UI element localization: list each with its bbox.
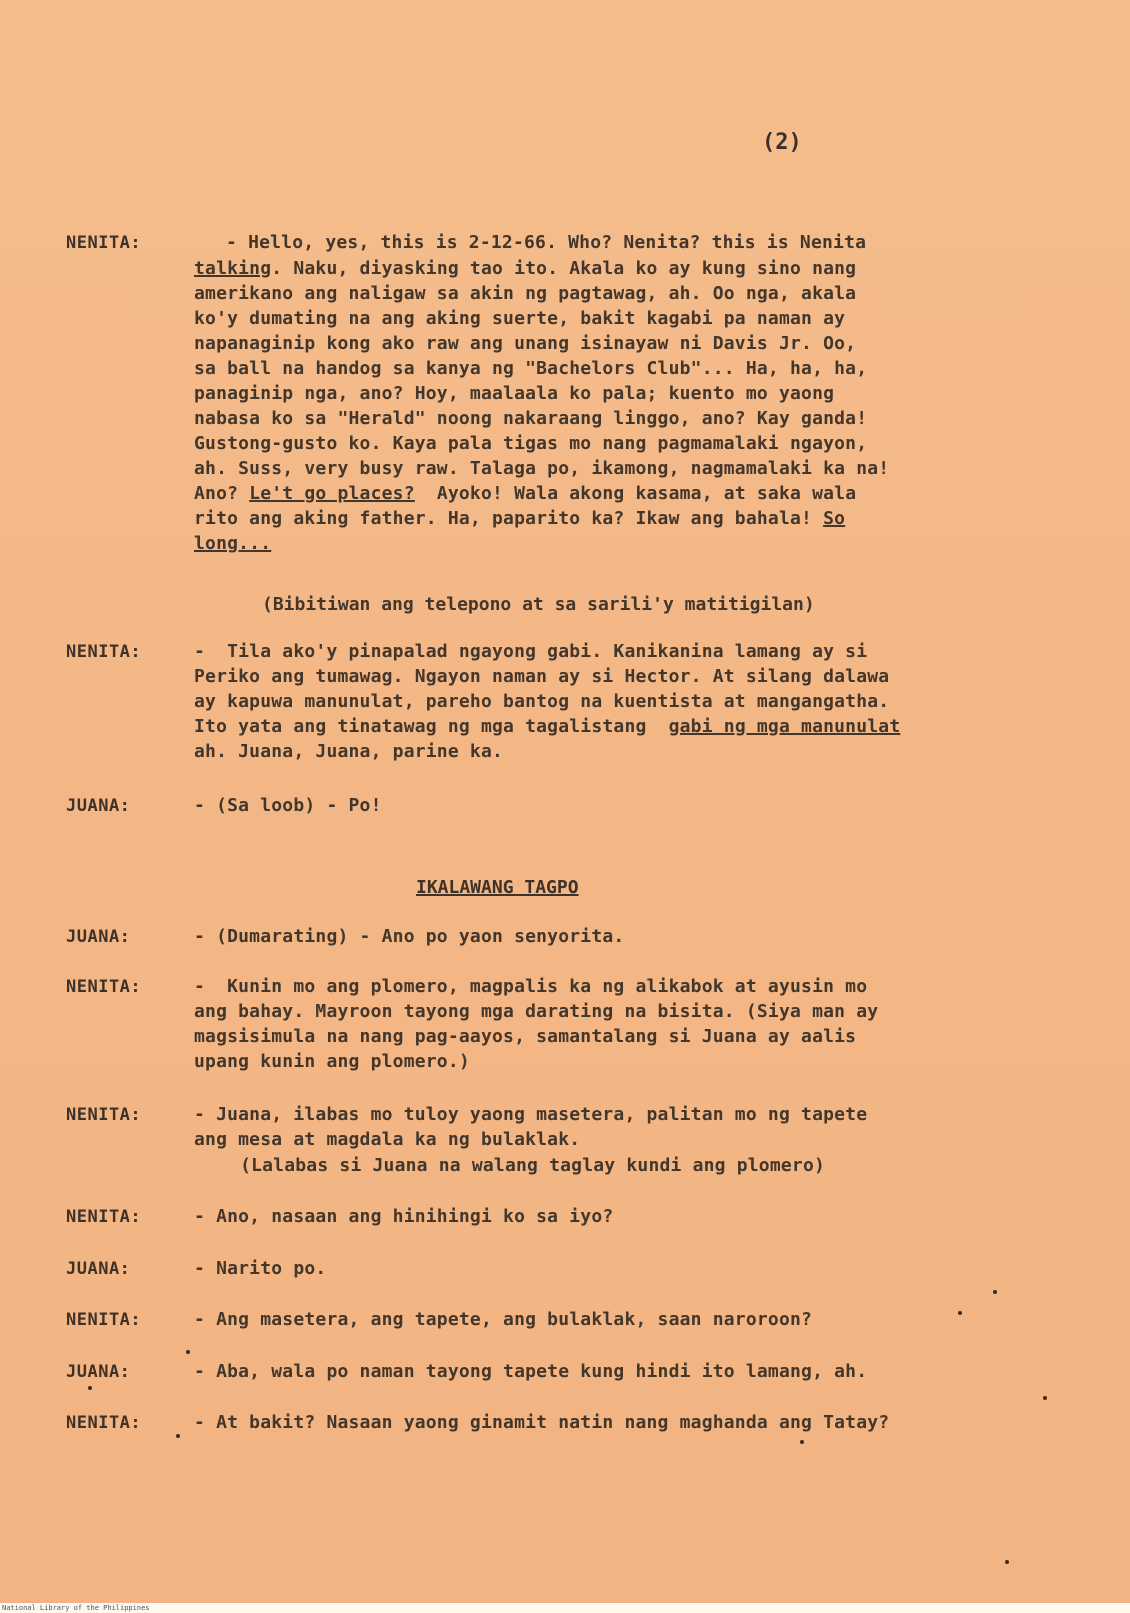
speaker-label: JUANA: xyxy=(66,1259,131,1279)
dialogue-line: ah. Juana, Juana, parine ka. xyxy=(194,741,504,762)
underlined-text: So xyxy=(823,508,846,529)
speaker-label: NENITA: xyxy=(66,1310,142,1330)
speaker-label: NENITA: xyxy=(66,1105,142,1125)
speaker-label: JUANA: xyxy=(66,796,131,816)
footer-strip xyxy=(0,1603,1130,1613)
dialogue-line: - Hello, yes, this is 2-12-66. Who? Nenita? this is Nenita xyxy=(226,232,867,253)
ink-speck xyxy=(993,1290,997,1294)
dialogue-line: amerikano ang naligaw sa akin ng pagtawag, ah. Oo nga, akala xyxy=(194,283,857,304)
dialogue-line: - Narito po. xyxy=(194,1258,327,1279)
ink-speck xyxy=(800,1440,804,1444)
ink-speck xyxy=(88,1386,92,1390)
dialogue-line: ah. Suss, very busy raw. Talaga po, ikamong, nagmamalaki ka na! xyxy=(194,458,890,479)
dialogue-line: - (Sa loob) - Po! xyxy=(194,795,382,816)
dialogue-line: - Ano, nasaan ang hinihingi ko sa iyo? xyxy=(194,1206,614,1227)
dialogue-line: upang kunin ang plomero.) xyxy=(194,1051,470,1072)
underlined-text: long... xyxy=(194,533,272,554)
ink-speck xyxy=(186,1350,190,1354)
speaker-label: NENITA: xyxy=(66,642,142,662)
dialogue-line xyxy=(194,533,271,554)
dialogue-line: rito ang aking father. Ha, paparito ka? Ikaw ang bahala! So xyxy=(194,508,846,529)
ink-speck xyxy=(1043,1396,1047,1400)
ink-speck xyxy=(176,1434,180,1438)
dialogue-line: magsisimula na nang pag-aayos, samantalang si Juana ay aalis xyxy=(194,1026,857,1047)
dialogue-line: Ito yata ang tinatawag ng mga tagalistang gabi ng mga manunulat xyxy=(194,716,901,737)
footer-credit: National Library of the Philippines xyxy=(2,1604,150,1612)
dialogue-line: - Aba, wala po naman tayong tapete kung hindi ito lamang, ah. xyxy=(194,1361,868,1382)
ink-speck xyxy=(958,1311,962,1315)
speaker-label: JUANA: xyxy=(66,1362,131,1382)
underlined-text: Le't go places? xyxy=(249,483,415,504)
underlined-text: gabi ng mga manunulat xyxy=(668,716,901,737)
speaker-label: NENITA: xyxy=(66,1207,142,1227)
dialogue-line: - Kunin mo ang plomero, magpalis ka ng alikabok at ayusin mo xyxy=(194,976,868,997)
dialogue-line: ko'y dumating na ang aking suerte, bakit kagabi pa naman ay xyxy=(194,308,846,329)
dialogue-line: - Tila ako'y pinapalad ngayong gabi. Kanikanina lamang ay si xyxy=(194,641,868,662)
underlined-text: talking xyxy=(194,258,272,279)
scene-heading: IKALAWANG TAGPO xyxy=(416,877,579,898)
dialogue-line: talking. Naku, diyasking tao ito. Akala ko ay kung sino nang xyxy=(194,258,857,279)
speaker-label: NENITA: xyxy=(66,233,142,253)
speaker-label: JUANA: xyxy=(66,927,131,947)
dialogue-line: - (Dumarating) - Ano po yaon senyorita. xyxy=(194,926,625,947)
dialogue-line: - Ang masetera, ang tapete, ang bulaklak, saan naroroon? xyxy=(194,1309,813,1330)
stage-direction: (Bibitiwan ang telepono at sa sarili'y matitigilan) xyxy=(262,594,815,615)
dialogue-line: napanaginip kong ako raw ang unang isinayaw ni Davis Jr. Oo, xyxy=(194,333,857,354)
dialogue-line: - Juana, ilabas mo tuloy yaong masetera, palitan mo ng tapete xyxy=(194,1104,868,1125)
dialogue-line: panaginip nga, ano? Hoy, maalaala ko pala; kuento mo yaong xyxy=(194,383,835,404)
dialogue-line: sa ball na handog sa kanya ng "Bachelors Club"... Ha, ha, ha, xyxy=(194,358,868,379)
dialogue-line: ang bahay. Mayroon tayong mga darating na bisita. (Siya man ay xyxy=(194,1001,879,1022)
speaker-label: NENITA: xyxy=(66,977,142,997)
dialogue-line: nabasa ko sa "Herald" noong nakaraang linggo, ano? Kay ganda! xyxy=(194,408,868,429)
dialogue-line: ay kapuwa manunulat, pareho bantog na kuentista at mangangatha. xyxy=(194,691,890,712)
dialogue-line: Gustong-gusto ko. Kaya pala tigas mo nang pagmamalaki ngayon, xyxy=(194,433,868,454)
dialogue-line: Ano? Le't go places? Ayoko! Wala akong kasama, at saka wala xyxy=(194,483,857,504)
ink-speck xyxy=(1005,1560,1009,1564)
dialogue-line: Periko ang tumawag. Ngayon naman ay si Hector. At silang dalawa xyxy=(194,666,890,687)
page-number: (2) xyxy=(762,130,802,155)
speaker-label: NENITA: xyxy=(66,1413,142,1433)
dialogue-line: ang mesa at magdala ka ng bulaklak. xyxy=(194,1129,581,1150)
stage-direction: (Lalabas si Juana na walang taglay kundi ang plomero) xyxy=(218,1155,826,1176)
dialogue-line: - At bakit? Nasaan yaong ginamit natin nang maghanda ang Tatay? xyxy=(194,1412,890,1433)
